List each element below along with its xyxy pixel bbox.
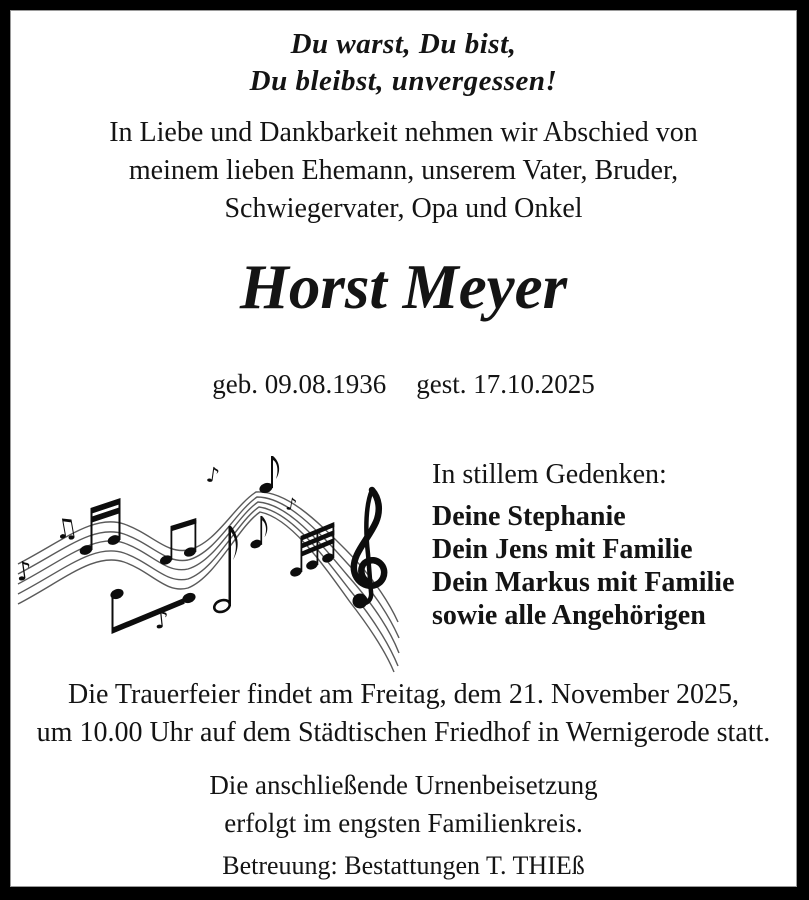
service-line-1: Die Trauerfeier findet am Freitag, dem 21. November 2025, <box>67 679 740 710</box>
burial-line-1: Die anschließende Urnenbeisetzung <box>209 770 598 800</box>
music-note-icon <box>249 516 267 550</box>
birth-date: geb. 09.08.1936 <box>212 369 387 399</box>
music-note-icon: ♪ <box>204 462 222 488</box>
mourner-line: Dein Jens mit Familie <box>432 534 693 565</box>
music-note-icon: ♫ <box>51 511 81 547</box>
intro-line-3: Schwiegervater, Opa und Onkel <box>224 193 583 224</box>
mourner-line: Dein Markus mit Familie <box>432 567 735 598</box>
death-date: gest. 17.10.2025 <box>416 369 595 399</box>
life-dates <box>10 367 797 401</box>
beamed-notes-icon <box>289 522 335 578</box>
burial-announcement <box>10 766 797 842</box>
music-note-icon: ♪ <box>284 494 299 516</box>
music-notes-graphic <box>14 448 414 676</box>
service-line-2: um 10.00 Uhr auf dem Städtischen Friedhof in Wernigerode statt. <box>36 717 771 748</box>
epigraph-line-1: Du warst, Du bist, <box>290 28 517 60</box>
mourner-line: Deine Stephanie <box>432 501 626 532</box>
memorial-heading: In stillem Gedenken: <box>432 459 667 490</box>
music-note-icon <box>258 456 279 495</box>
funeral-home-line: Betreuung: Bestattungen T. THIEß <box>222 851 585 880</box>
epigraph-line-2: Du bleibst, unvergessen! <box>249 65 558 97</box>
music-note-icon: ♪ <box>14 555 35 588</box>
burial-line-2: erfolgt im engsten Familienkreis. <box>224 808 583 838</box>
memorial-section <box>432 456 782 632</box>
epigraph <box>10 26 797 100</box>
mourner-line: sowie alle Angehörigen <box>432 600 706 631</box>
music-note-icon: ♪ <box>152 605 171 635</box>
intro-line-2: meinem lieben Ehemann, unserem Vater, Bruder, <box>128 155 679 186</box>
intro-line-1: In Liebe und Dankbarkeit nehmen wir Abschied von <box>109 117 698 148</box>
deceased-name: Horst Meyer <box>239 252 568 322</box>
service-announcement <box>10 676 797 752</box>
intro-paragraph <box>10 114 797 228</box>
obituary-card <box>10 10 797 887</box>
